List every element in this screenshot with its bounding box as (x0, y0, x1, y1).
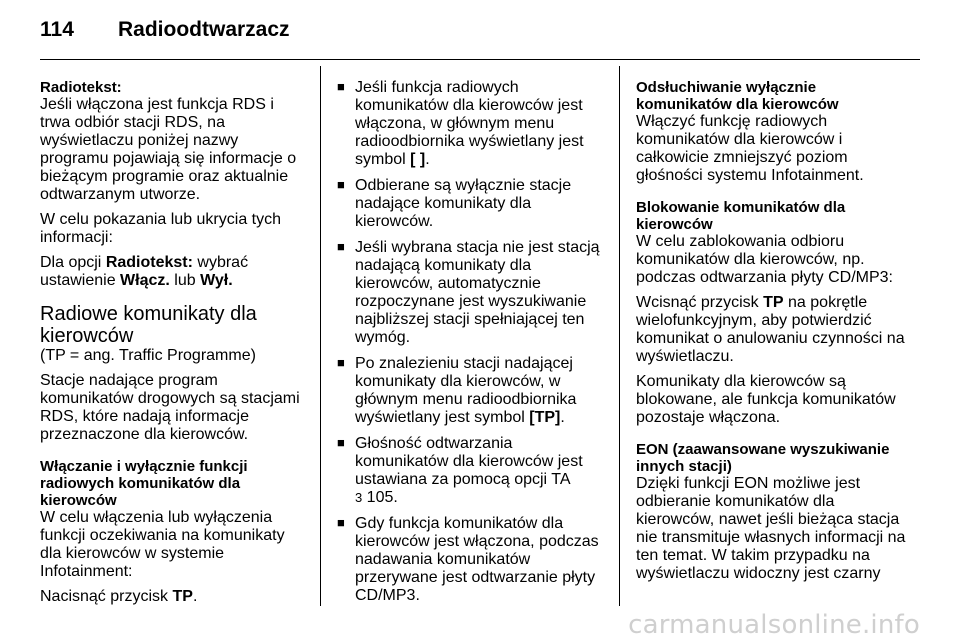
radiotext-heading: Radiotekst: (40, 79, 122, 96)
option-off: Wył. (200, 272, 233, 289)
list-item (337, 239, 603, 347)
bullet-text: Odbierane są wyłącznie stacje nadające komunikaty dla kierowców. (355, 177, 572, 230)
page-reference-icon: 3 (355, 490, 363, 505)
bullet-text: Gdy funkcja komunikatów dla kierowców jest włączona, podczas nadawania komunikatów przerywane jest odtwarzanie płyty CD/MP3. (355, 515, 599, 604)
column-divider-right (619, 66, 620, 606)
bullet-text: Głośność odtwarzania komunikatów dla kierowców jest ustawiana za pomocą opcji TA (355, 435, 583, 488)
option-or: lub (169, 272, 201, 289)
option-instruction (40, 254, 305, 290)
tp-button-label: TP (763, 294, 784, 311)
column-left (40, 79, 305, 613)
block-heading: Blokowanie komunikatów dla kierowców (636, 199, 846, 233)
bullet-square-icon: ■ (337, 177, 345, 192)
bullet-text: Po znalezieniu stacji nadającej komunikaty dla kierowców, w głównym menu radioodbiornika wyświetlany jest symbol (355, 355, 577, 426)
page-header (40, 18, 290, 48)
column-right (636, 79, 906, 590)
bullet-square-icon: ■ (337, 515, 345, 530)
option-on: Włącz. (120, 272, 170, 289)
option-prefix: Dla opcji (40, 254, 106, 271)
bullet-list (337, 79, 603, 605)
bullet-text: Jeśli funkcja radiowych komunikatów dla kierowców jest włączona, w głównym menu radioodbiornika wyświetlany jest symbol (355, 79, 584, 168)
section-subtitle: (TP = ang. Traffic Programme) (40, 347, 256, 364)
section-body: Stacje nadające program komunikatów drogowych są stacjami RDS, które nadają informacje przeznaczone dla kierowców. (40, 372, 300, 443)
bullet-square-icon: ■ (337, 239, 345, 254)
page-reference[interactable]: 105. (362, 489, 398, 506)
bullet-square-icon: ■ (337, 435, 345, 450)
listen-heading: Odsłuchiwanie wyłącznie komunikatów dla kierowców (636, 79, 839, 113)
option-name: Radiotekst: (105, 254, 193, 271)
list-item (337, 515, 603, 605)
enable-body: W celu włączenia lub wyłączenia funkcji oczekiwania na komunikaty dla kierowców w systemie Infotainment: (40, 509, 285, 580)
press-prefix: Nacisnąć przycisk (40, 588, 173, 605)
bullet-tail: . (425, 151, 430, 168)
eon-body: Dzięki funkcji EON możliwe jest odbieranie komunikatów dla kierowców, nawet jeśli bieżąca stacja nie transmituje własnych informacji na ten temat. W takim przypadku na wyświetlaczu widoczny jest czarny (636, 475, 906, 582)
eon-heading: EON (zaawansowane wyszukiwanie innych stacji) (636, 441, 890, 475)
enable-heading: Włączanie i wyłącznie funkcji radiowych komunikatów dla kierowców (40, 458, 248, 509)
column-divider-left (320, 66, 321, 606)
watermark: carmanualsonline.info (628, 610, 920, 640)
list-item (337, 355, 603, 427)
remain-body: Komunikaty dla kierowców są blokowane, ale funkcja komunikatów pozostaje włączona. (636, 373, 896, 426)
bullet-bold: [TP] (529, 409, 561, 426)
press-suffix: . (192, 588, 198, 605)
show-hide-text: W celu pokazania lub ukrycia tych informacji: (40, 211, 281, 246)
press-tp-confirm (636, 294, 906, 366)
option-mid: wybrać ustawienie (40, 254, 249, 289)
bullet-square-icon: ■ (337, 79, 345, 94)
page-title: Radioodtwarzacz (118, 18, 290, 41)
press-tp-instruction (40, 588, 305, 606)
column-middle (337, 79, 603, 613)
list-item (337, 79, 603, 169)
press-prefix: Wcisnąć przycisk (636, 294, 764, 311)
page-number: 114 (40, 18, 74, 41)
bullet-tail: . (560, 409, 565, 426)
bullet-square-icon: ■ (337, 355, 345, 370)
list-item (337, 177, 603, 231)
listen-body: Włączyć funkcję radiowych komunikatów dla kierowców i całkowicie zmniejszyć poziom głośności systemu Infotainment. (636, 113, 864, 184)
header-rule (40, 59, 920, 60)
section-title: Radiowe komunikaty dla kierowców (40, 303, 257, 347)
radiotext-body: Jeśli włączona jest funkcja RDS i trwa odbiór stacji RDS, na wyświetlaczu poniżej nazwy programu pojawiają się informacje o bieżącym programie oraz aktualnie odtwarzanym utworze. (40, 96, 297, 203)
tp-button-label: TP (172, 588, 193, 605)
press-suffix: na pokrętle wielofunkcyjnym, aby potwierdzić komunikat o anulowaniu czynności na wyświetlaczu. (636, 294, 905, 365)
list-item (337, 435, 603, 507)
bullet-text: Jeśli wybrana stacja nie jest stacją nadającą komunikaty dla kierowców, automatycznie rozpoczynane jest wyszukiwanie najbliższej stacji spełniającej ten wymóg. (355, 239, 600, 346)
block-body: W celu zablokowania odbioru komunikatów dla kierowców, np. podczas odtwarzania płyty CD/MP3: (636, 233, 893, 286)
bullet-bold: [ ] (410, 151, 426, 168)
